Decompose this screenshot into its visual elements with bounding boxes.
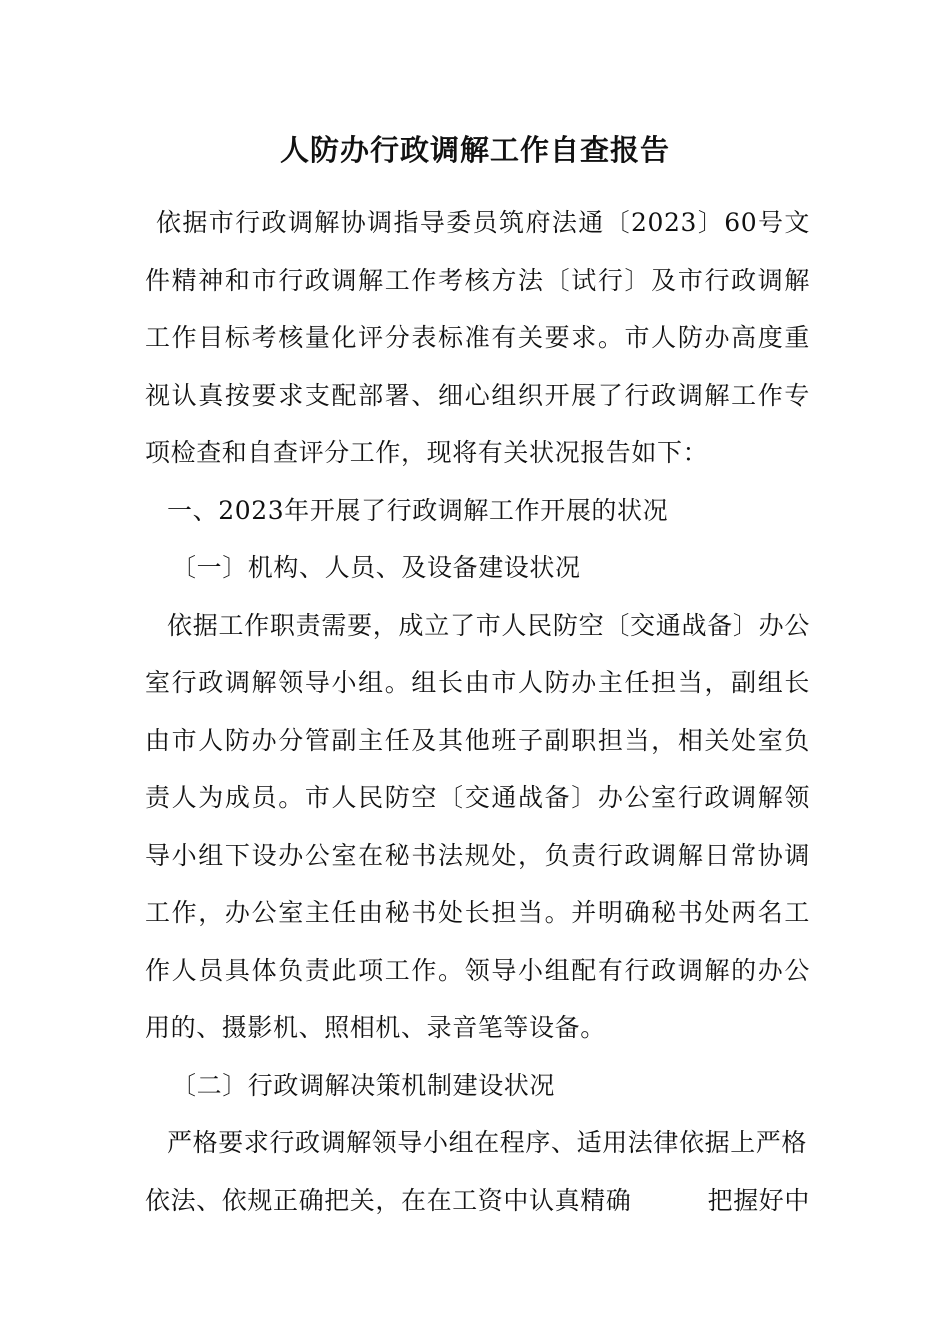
organization-paragraph: 依据工作职责需要，成立了市人民防空〔交通战备〕办公室行政调解领导小组。组长由市人防办主任担当，副组长由市人防办分管副主任及其他班子副职担当，相关处室负责人为成员。市人民防空〔交通战备〕办公室行政调解领导小组下设办公室在秘书法规处，负责行政调解日常协调工作，办公室主任由秘书处长担当。并明确秘书处两名工作人员具体负责此项工作。领导小组配有行政调解的办公用的、摄影机、照相机、录音笔等设备。 <box>145 610 810 1042</box>
last-line-right-text: 把握好中 <box>707 1185 810 1215</box>
decision-paragraph-continued <box>145 1172 810 1230</box>
subsection-heading-2: 〔二〕行政调解决策机制建设状况 <box>171 1070 556 1100</box>
section-heading-1: 一、2023年开展了行政调解工作开展的状况 <box>167 495 669 525</box>
document-body <box>145 194 810 1229</box>
document-title: 人防办行政调解工作自查报告 <box>279 133 670 167</box>
decision-paragraph: 严格要求行政调解领导小组在程序、适用法律依据上严格 <box>167 1128 808 1157</box>
subsection-heading-1: 〔一〕机构、人员、及设备建设状况 <box>171 553 581 582</box>
intro-paragraph: 依据市行政调解协调指导委员筑府法通〔2023〕60号文件精神和市行政调解工作考核方法〔试行〕及市行政调解工作目标考核量化评分表标准有关要求。市人防办高度重视认真按要求支配部署、细心组织开展了行政调解工作专项检查和自查评分工作，现将有关状况报告如下： <box>145 208 810 467</box>
last-line-left-text: 依法、依规正确把关，在在工资中认真精确 <box>145 1185 632 1215</box>
